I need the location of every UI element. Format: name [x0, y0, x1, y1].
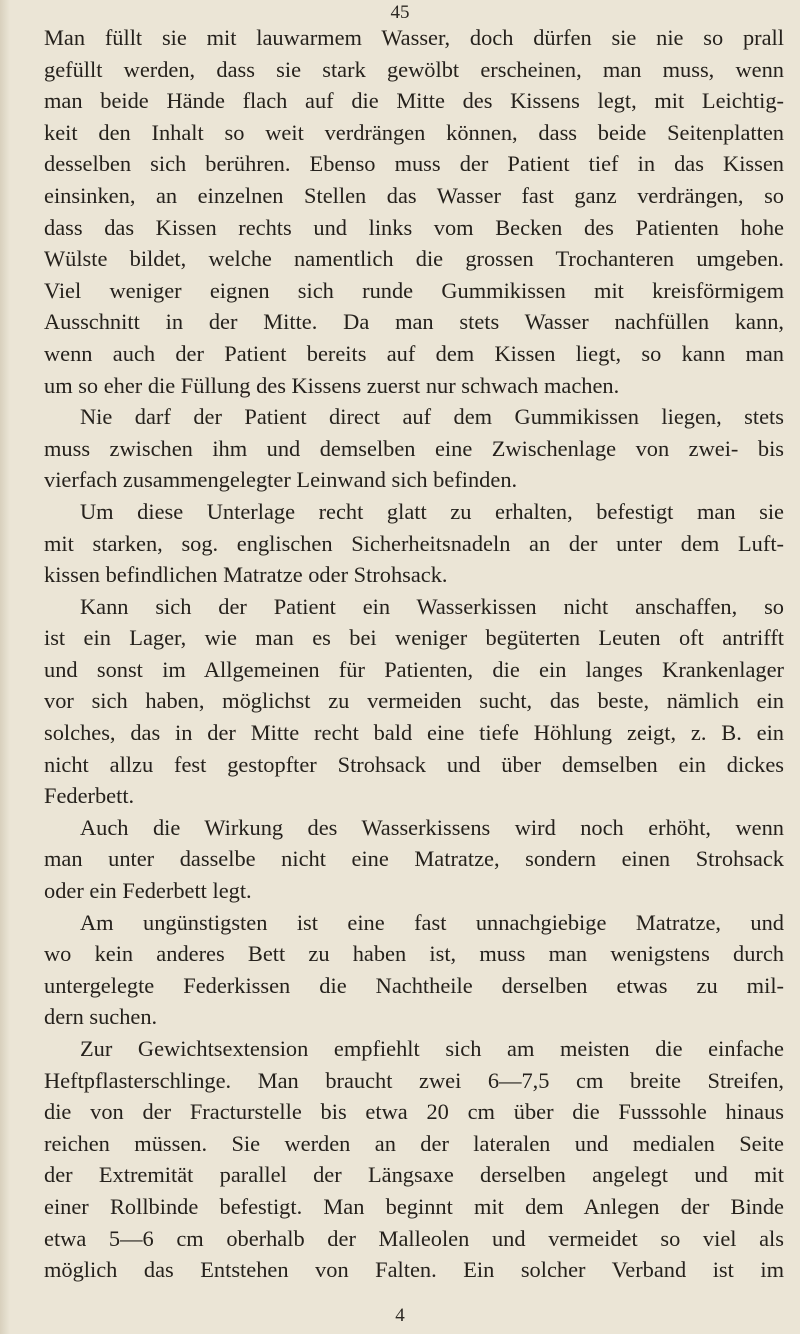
- text-line: man unter dasselbe nicht eine Matratze, sondern einen Strohsack: [44, 846, 784, 872]
- text-line: ist ein Lager, wie man es bei weniger begüterten Leuten oft antrifft: [44, 625, 784, 651]
- text-line: der Extremität parallel der Längsaxe derselben angelegt und mit: [44, 1162, 784, 1188]
- text-line: untergelegte Federkissen die Nachtheile derselben etwas zu mil-: [44, 972, 784, 998]
- text-line: wenn auch der Patient bereits auf dem Kissen liegt, so kann man: [44, 340, 784, 366]
- text-line: dern suchen.: [44, 1004, 158, 1030]
- text-line: kissen befindlichen Matratze oder Strohsack.: [44, 562, 448, 588]
- body-text: [44, 22, 784, 1286]
- page-binding-edge: [0, 0, 10, 1334]
- text-line: oder ein Federbett legt.: [44, 878, 252, 904]
- page-number: 45: [390, 2, 410, 23]
- text-line: man beide Hände flach auf die Mitte des Kissens legt, mit Leichtig-: [44, 88, 784, 114]
- text-line: Viel weniger eignen sich runde Gummikissen mit kreisförmigem: [44, 277, 784, 303]
- text-line: Federbett.: [44, 783, 135, 809]
- text-line: gefüllt werden, dass sie stark gewölbt erscheinen, man muss, wenn: [44, 56, 784, 82]
- text-line: Nie darf der Patient direct auf dem Gummikissen liegen, stets: [80, 404, 784, 430]
- text-line: die von der Fracturstelle bis etwa 20 cm über die Fusssohle hinaus: [44, 1099, 784, 1125]
- text-line: Am ungünstigsten ist eine fast unnachgiebige Matratze, und: [80, 909, 784, 935]
- text-line: um so eher die Füllung des Kissens zuerst nur schwach machen.: [44, 372, 620, 398]
- text-line: einsinken, an einzelnen Stellen das Wasser fast ganz verdrängen, so: [44, 182, 784, 208]
- text-line: mit starken, sog. englischen Sicherheitsnadeln an der unter dem Luft-: [44, 530, 784, 556]
- text-line: keit den Inhalt so weit verdrängen können, dass beide Seitenplatten: [44, 119, 784, 145]
- text-line: dass das Kissen rechts und links vom Becken des Patienten hohe: [44, 214, 784, 240]
- text-line: Wülste bildet, welche namentlich die grossen Trochanteren umgeben.: [44, 246, 784, 272]
- text-line: Man füllt sie mit lauwarmem Wasser, doch dürfen sie nie so prall: [44, 25, 784, 50]
- text-line: etwa 5—6 cm oberhalb der Malleolen und vermeidet so viel als: [44, 1225, 784, 1251]
- text-line: Kann sich der Patient ein Wasserkissen nicht anschaffen, so: [80, 593, 784, 619]
- text-line: Heftpflasterschlinge. Man braucht zwei 6—7,5 cm breite Streifen,: [44, 1067, 784, 1093]
- text-line: möglich das Entstehen von Falten. Ein solcher Verband ist im: [44, 1257, 784, 1283]
- text-line: einer Rollbinde befestigt. Man beginnt mit dem Anlegen der Binde: [44, 1193, 784, 1219]
- text-line: muss zwischen ihm und demselben eine Zwischenlage von zwei- bis: [44, 435, 784, 461]
- text-line: vierfach zusammengelegter Leinwand sich befinden.: [44, 467, 518, 493]
- text-line: nicht allzu fest gestopfter Strohsack und über demselben ein dickes: [44, 751, 784, 777]
- text-line: solches, das in der Mitte recht bald eine tiefe Höhlung zeigt, z. B. ein: [44, 720, 784, 746]
- text-line: desselben sich berühren. Ebenso muss der Patient tief in das Kissen: [44, 151, 784, 177]
- text-line: Ausschnitt in der Mitte. Da man stets Wasser nachfüllen kann,: [44, 309, 784, 335]
- text-line: Um diese Unterlage recht glatt zu erhalten, befestigt man sie: [80, 498, 784, 524]
- text-line: und sonst im Allgemeinen für Patienten, die ein langes Krankenlager: [44, 656, 784, 682]
- signature-mark: 4: [395, 1305, 405, 1326]
- text-line: Zur Gewichtsextension empfiehlt sich am meisten die einfache: [80, 1036, 784, 1061]
- text-line: Auch die Wirkung des Wasserkissens wird noch erhöht, wenn: [80, 814, 784, 840]
- text-line: vor sich haben, möglichst zu vermeiden sucht, das beste, nämlich ein: [44, 688, 784, 714]
- text-line: wo kein anderes Bett zu haben ist, muss man wenigstens durch: [44, 941, 784, 967]
- text-line: reichen müssen. Sie werden an der lateralen und medialen Seite: [44, 1130, 784, 1156]
